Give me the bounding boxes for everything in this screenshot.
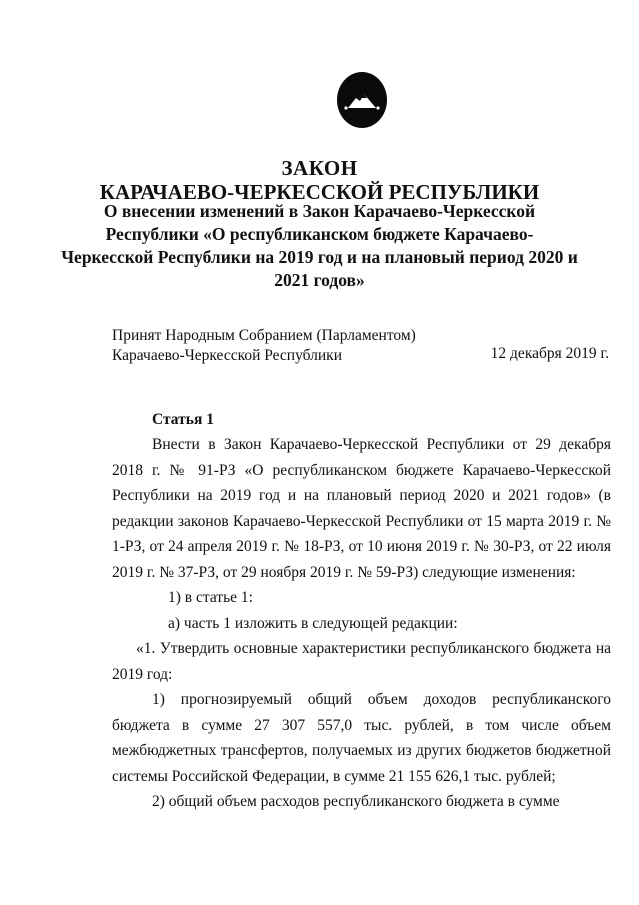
article-sub-2: 2) общий объем расходов республиканского бюджета в сумме — [152, 793, 560, 810]
article-sub-1: 1) прогнозируемый общий объем доходов республиканского бюджета в сумме 27 307 557,0 тыс. рублей, в том числе объем межбюджетных трансфертов, получаемых из других бюджетов бюджетной системы Российской Федерации, в сумме 21 155 626,1 тыс. рублей; — [112, 691, 611, 785]
article-body — [112, 432, 611, 815]
adoption-block — [112, 326, 416, 366]
article-item-1: 1) в статье 1: — [168, 589, 253, 606]
article-quote: «1. Утвердить основные характеристики республиканского бюджета на 2019 год: — [112, 640, 611, 683]
law-title: ЗАКОН — [281, 156, 358, 180]
coat-of-arms-emblem — [334, 70, 390, 130]
adoption-line-1: Принят Народным Собранием (Парламентом) — [112, 327, 416, 344]
article-heading: Статья 1 — [152, 411, 214, 428]
article-item-1a: а) часть 1 изложить в следующей редакции: — [168, 614, 458, 632]
law-subtitle: О внесении изменений в Закон Карачаево-Черкесской Республики «О республиканском бюджете Карачаево-Черкесской Республики на 2019 год и на плановый период 2020 и 2021 годов» — [61, 201, 578, 290]
adoption-date: 12 декабря 2019 г. — [490, 345, 609, 362]
republic-title: КАРАЧАЕВО-ЧЕРКЕССКОЙ РЕСПУБЛИКИ — [99, 180, 540, 204]
article-intro: Внести в Закон Карачаево-Черкесской Республики от 29 декабря 2018 г. № 91-РЗ «О республиканском бюджете Карачаево-Черкесской Республики на 2019 год и на плановый период 2020 и 2021 годов» (в редакции законов Карачаево-Черкесской Республики от 15 марта 2019 г. № 1-РЗ, от 24 апреля 2019 г. № 18-РЗ, от 10 июня 2019 г. № 30-РЗ, от 22 июля 2019 г. № 37-РЗ, от 29 ноября 2019 г. № 59-РЗ) следующие изменения: — [112, 436, 611, 581]
adoption-line-2: Карачаево-Черкесской Республики — [112, 347, 342, 364]
